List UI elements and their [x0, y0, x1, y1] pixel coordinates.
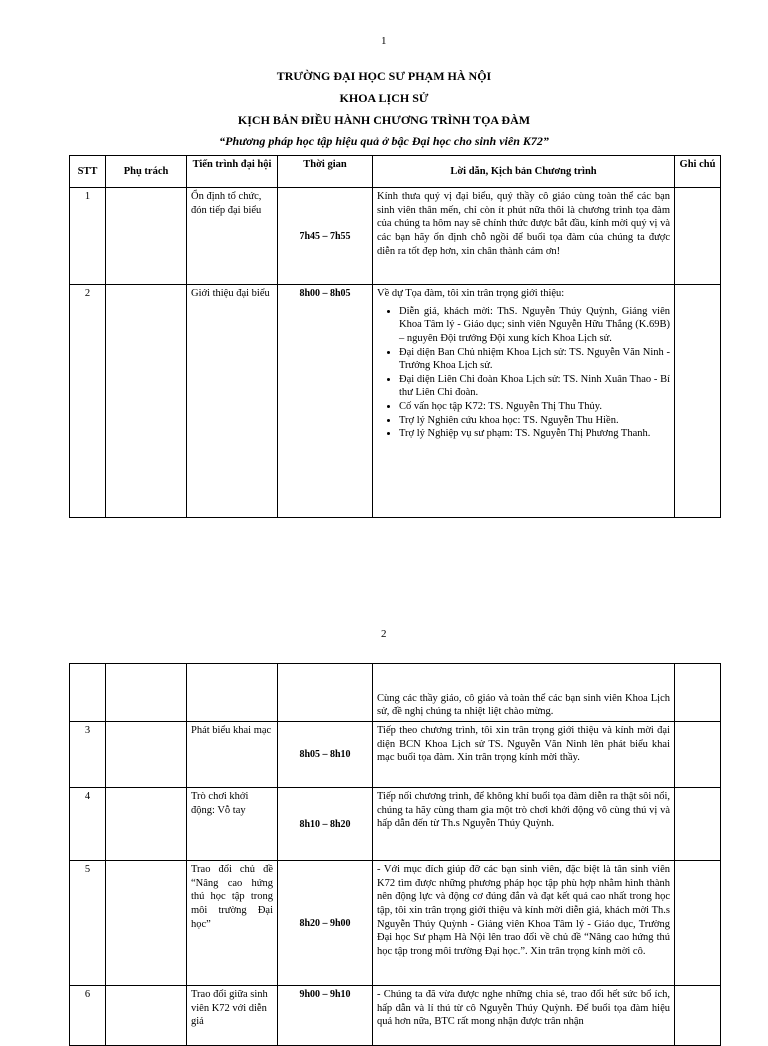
document-subtitle: “Phương pháp học tập hiệu quả ở bậc Đại học cho sinh viên K72” [219, 134, 549, 148]
row-owner [106, 664, 187, 722]
document-title: KỊCH BẢN ĐIỀU HÀNH CHƯƠNG TRÌNH TỌA ĐÀM [237, 113, 531, 127]
table-header-row [70, 156, 721, 188]
row-time: 8h20 – 9h00 [278, 861, 373, 986]
guest-item: • Cố vấn học tập K72: TS. Nguyễn Thị Thu Thủy. [399, 400, 670, 414]
row-time: 8h00 – 8h05 [278, 285, 373, 518]
row-stt: 3 [70, 722, 106, 788]
row-task: Giới thiệu đại biểu [187, 285, 278, 518]
table-row [70, 188, 721, 285]
row-stt: 5 [70, 861, 106, 986]
row-stt [70, 664, 106, 722]
guest-item: • Đại diện Liên Chi đoàn Khoa Lịch sử: TS. Ninh Xuân Thao - Bí thư Liên Chi đoàn. [399, 373, 670, 400]
schedule-table-page1 [69, 155, 721, 518]
header-script: Lời dẫn, Kịch bản Chương trình [373, 156, 675, 188]
row-task [187, 664, 278, 722]
header-owner: Phụ trách [106, 156, 187, 188]
table-row [70, 788, 721, 861]
row-script: Tiếp theo chương trình, tôi xin trân trọng giới thiệu và kính mời đại diện BCN Khoa Lịch sử TS. Nguyễn Văn Ninh lên phát biểu khai mạc buổi tọa đàm. Xin trân trọng kính mời thầy. [373, 722, 675, 788]
faculty-name: KHOA LỊCH SỬ [339, 91, 429, 105]
row-time: 8h10 – 8h20 [278, 788, 373, 861]
row-script: - Chúng ta đã vừa được nghe những chia sẻ, trao đổi hết sức bổ ích, hấp dẫn và lí thú từ cô Nguyễn Thúy Quỳnh. Để buổi tọa đàm hiệu quả hơn nữa, BTC rất mong nhận được trân nhận [373, 986, 675, 1046]
row-notes [675, 788, 721, 861]
row-notes [675, 188, 721, 285]
row-script: Cùng các thầy giáo, cô giáo và toàn thể các bạn sinh viên Khoa Lịch sử, đề nghị chúng ta nhiệt liệt chào mừng. [373, 664, 675, 722]
row-owner [106, 722, 187, 788]
row-task: Trao đổi chủ đề “Nâng cao hứng thú học tập trong môi trường Đại học” [187, 861, 278, 986]
header-time: Thời gian [278, 156, 373, 188]
row-script: Tiếp nối chương trình, để không khí buổi tọa đàm diễn ra thật sôi nổi, chúng ta hãy cùng tham gia một trò chơi khởi động vô cùng thú vị và hấp dẫn đến từ Th.s Nguyễn Thúy Quỳnh. [373, 788, 675, 861]
header-stt: STT [70, 156, 106, 188]
row-time: 8h05 – 8h10 [278, 722, 373, 788]
row-stt: 2 [70, 285, 106, 518]
row-task: Trò chơi khởi động: Vỗ tay [187, 788, 278, 861]
guest-item: • Diễn giả, khách mời: ThS. Nguyễn Thúy Quỳnh, Giảng viên Khoa Tâm lý - Giáo dục; sinh viên Nguyễn Hữu Thắng (K.69B) – nguyên Đội trưởng Đội xung kích Khoa Lịch sử. [399, 305, 670, 346]
row-notes [675, 986, 721, 1046]
row-stt: 4 [70, 788, 106, 861]
row-time [278, 664, 373, 722]
schedule-table-page2 [69, 663, 721, 1046]
table-row [70, 986, 721, 1046]
row-stt: 6 [70, 986, 106, 1046]
row-notes [675, 664, 721, 722]
table-row [70, 285, 721, 518]
row-stt: 1 [70, 188, 106, 285]
table-row [70, 722, 721, 788]
row-notes [675, 861, 721, 986]
row-owner [106, 188, 187, 285]
university-name: TRƯỜNG ĐẠI HỌC SƯ PHẠM HÀ NỘI [276, 69, 492, 83]
row-notes [675, 285, 721, 518]
row-time: 7h45 – 7h55 [278, 188, 373, 285]
row-owner [106, 861, 187, 986]
table-row [70, 861, 721, 986]
row-owner [106, 285, 187, 518]
guest-item: • Đại diện Ban Chủ nhiệm Khoa Lịch sử: TS. Nguyễn Văn Ninh - Trưởng Khoa Lịch sử. [399, 346, 670, 373]
row-task: Phát biểu khai mạc [187, 722, 278, 788]
row-script: - Với mục đích giúp đỡ các bạn sinh viên, đặc biệt là tân sinh viên K72 tìm được những phương pháp học tập phù hợp nhằm hình thành nên động lực và động cơ đúng đắn và đạt kết quả cao nhất trong học tập, tôi xin trân trọng giới thiệu và kính mời diễn giả, khách mời Th.s Nguyễn Thúy Quỳnh - Giảng viên Khoa Tâm lý - Giáo dục, Trường Đại học Sư phạm Hà Nội lên trao đổi về chủ đề “Nâng cao hứng thú học tập trong môi trường Đại học.”. Xin trân trọng kính mời cô. [373, 861, 675, 986]
row-notes [675, 722, 721, 788]
guest-item: • Trợ lý Nghiệp vụ sư phạm: TS. Nguyễn Thị Phương Thanh. [399, 427, 670, 441]
page-number: 2 [381, 628, 387, 640]
header-notes: Ghi chú [675, 156, 721, 188]
page-number: 1 [381, 35, 387, 47]
row-script [373, 285, 675, 518]
header-process: Tiến trình đại hội [187, 156, 278, 188]
row-owner [106, 986, 187, 1046]
row-script: Kính thưa quý vị đại biểu, quý thầy cô giáo cùng toàn thể các bạn sinh viên thân mến, chỉ còn ít phút nữa thôi là chương trình tọa đàm của chúng ta hôm nay sẽ chính thức được bắt đầu, kính mời quý vị và các bạn hãy ổn định chỗ ngồi để buổi tọa đàm của chúng ta được diễn ra tốt đẹp hơn, xin chân thành cảm ơn! [373, 188, 675, 285]
row-owner [106, 788, 187, 861]
guest-list [377, 305, 670, 441]
row-task: Ổn định tổ chức, đón tiếp đại biểu [187, 188, 278, 285]
row-task: Trao đổi giữa sinh viên K72 với diễn giả [187, 986, 278, 1046]
table-row [70, 664, 721, 722]
guest-item: • Trợ lý Nghiên cứu khoa học: TS. Nguyễn Thu Hiền. [399, 414, 670, 428]
intro-text: Về dự Tọa đàm, tôi xin trân trọng giới thiệu: [377, 288, 565, 299]
row-time: 9h00 – 9h10 [278, 986, 373, 1046]
